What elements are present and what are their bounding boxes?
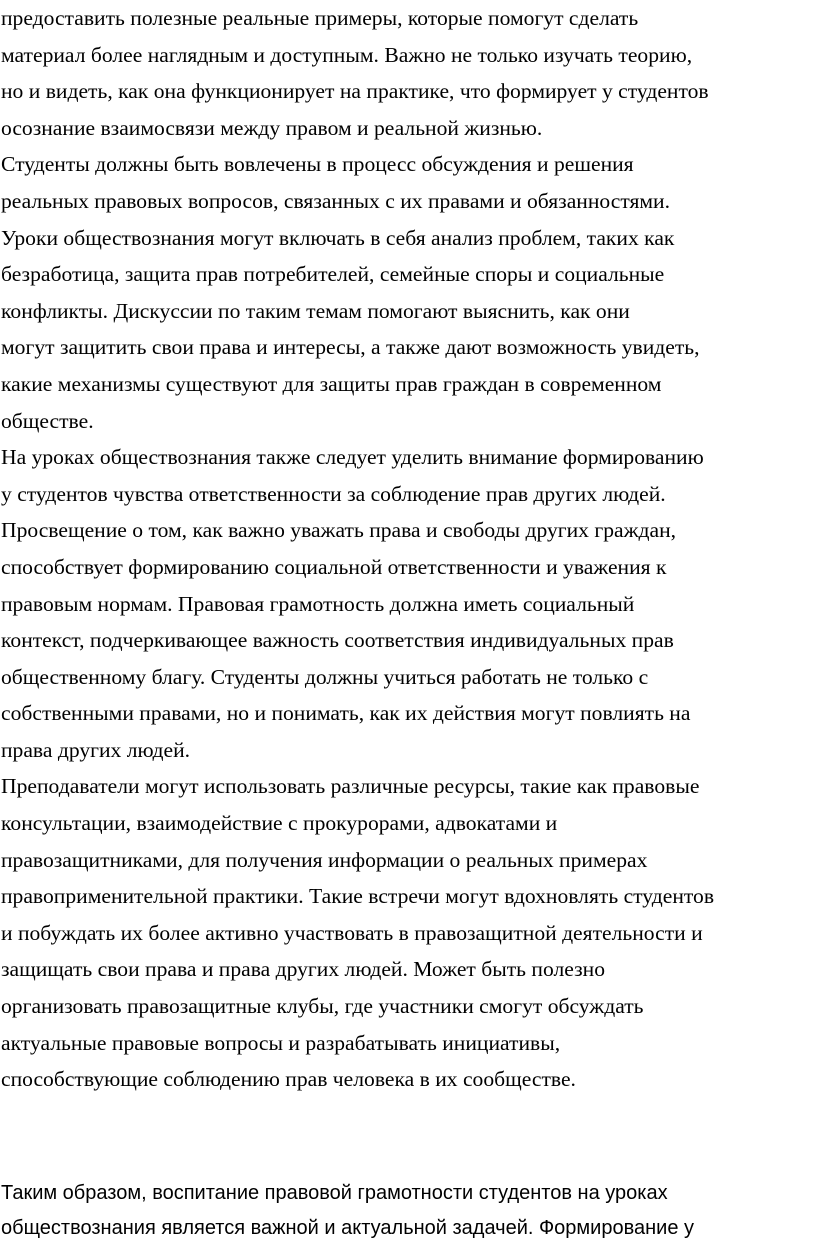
text-line: способствует формированию социальной ответственности и уважения к bbox=[1, 554, 667, 579]
text-line: На уроках обществознания также следует уделить внимание формированию bbox=[1, 445, 704, 470]
text-line: консультации, взаимодействие с прокурорами, адвокатами и bbox=[1, 811, 558, 836]
text-line: безработица, защита прав потребителей, семейные споры и социальные bbox=[1, 262, 665, 287]
text-line: и побуждать их более активно участвовать в правозащитной деятельности и bbox=[1, 920, 703, 945]
text-line: организовать правозащитные клубы, где участники смогут обсуждать bbox=[1, 994, 644, 1019]
text-line: материал более наглядным и доступным. Важно не только изучать теорию, bbox=[1, 42, 693, 67]
text-line: контекст, подчеркивающее важность соответствия индивидуальных прав bbox=[1, 628, 674, 653]
text-line: общественному благу. Студенты должны учиться работать не только с bbox=[1, 664, 649, 689]
text-line: актуальные правовые вопросы и разрабатывать инициативы, bbox=[1, 1030, 561, 1055]
text-line: Уроки обществознания могут включать в себя анализ проблем, таких как bbox=[1, 225, 675, 250]
text-line: могут защитить свои права и интересы, а также дают возможность увидеть, bbox=[1, 335, 700, 360]
text-line: правовым нормам. Правовая грамотность должна иметь социальный bbox=[1, 591, 635, 616]
conclusion-line: Таким образом, воспитание правовой грамотности студентов на уроках bbox=[1, 1182, 668, 1204]
text-line: обществе. bbox=[1, 408, 94, 433]
text-line: Студенты должны быть вовлечены в процесс обсуждения и решения bbox=[1, 152, 634, 177]
text-line: правоприменительной практики. Такие встречи могут вдохновлять студентов bbox=[1, 884, 715, 909]
text-line: права других людей. bbox=[1, 737, 191, 762]
text-line: правозащитниками, для получения информации о реальных примерах bbox=[1, 847, 648, 872]
text-line: у студентов чувства ответственности за соблюдение прав других людей. bbox=[1, 481, 666, 506]
text-line: но и видеть, как она функционирует на практике, что формирует у студентов bbox=[1, 79, 709, 104]
conclusion-line: обществознания является важной и актуальной задачей. Формирование у bbox=[1, 1217, 695, 1239]
conclusion-text bbox=[0, 1176, 816, 1246]
text-line: способствующие соблюдению прав человека в их сообществе. bbox=[1, 1067, 576, 1092]
text-line: защищать свои права и права других людей. Может быть полезно bbox=[1, 957, 606, 982]
text-line: какие механизмы существуют для защиты прав граждан в современном bbox=[1, 371, 662, 396]
text-line: Просвещение о том, как важно уважать права и свободы других граждан, bbox=[1, 518, 677, 543]
text-line: конфликты. Дискуссии по таким темам помогают выяснить, как они bbox=[1, 298, 630, 323]
text-line: реальных правовых вопросов, связанных с их правами и обязанностями. bbox=[1, 188, 671, 213]
text-line: предоставить полезные реальные примеры, которые помогут сделать bbox=[1, 6, 639, 30]
text-line: собственными правами, но и понимать, как их действия могут повлиять на bbox=[1, 701, 691, 726]
text-line: Преподаватели могут использовать различные ресурсы, такие как правовые bbox=[1, 774, 700, 799]
text-line: осознание взаимосвязи между правом и реальной жизнью. bbox=[1, 115, 543, 140]
